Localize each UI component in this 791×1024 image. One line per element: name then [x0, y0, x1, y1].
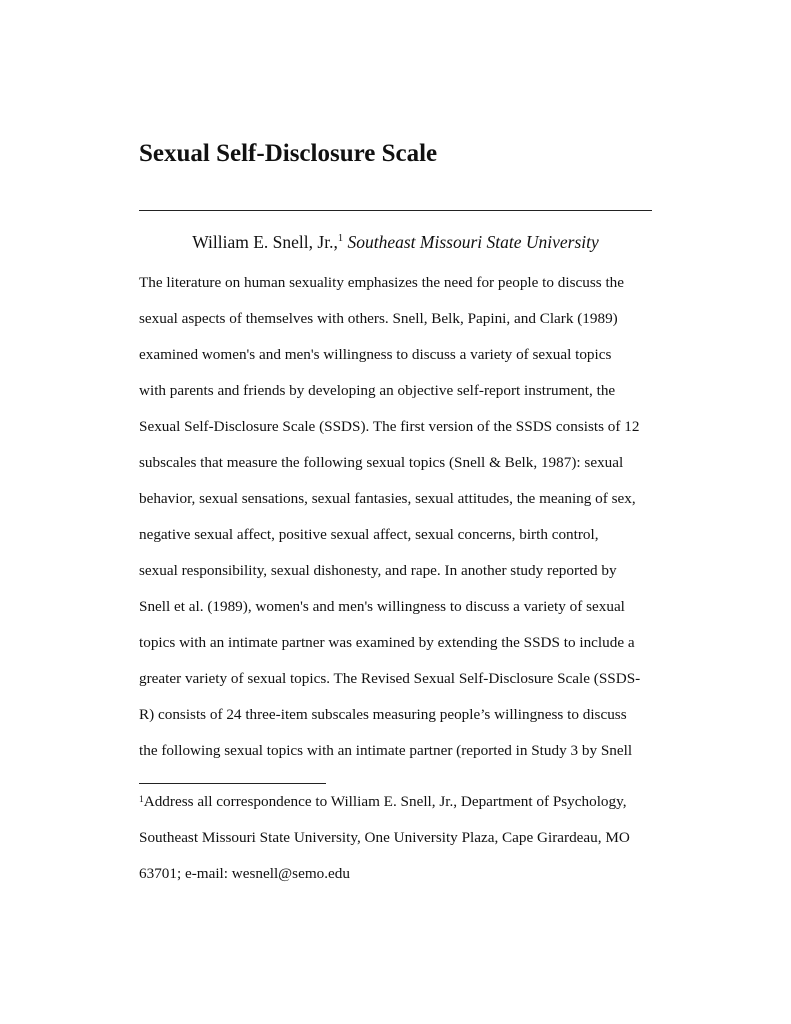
body-line: examined women's and men's willingness to discuss a variety of sexual topics	[139, 346, 612, 363]
body-line: with parents and friends by developing an objective self-report instrument, the	[139, 382, 616, 399]
footnote-line: Southeast Missouri State University, One University Plaza, Cape Girardeau, MO	[139, 829, 630, 846]
body-line: sexual aspects of themselves with others. Snell, Belk, Papini, and Clark (1989)	[139, 310, 618, 327]
body-line: negative sexual affect, positive sexual affect, sexual concerns, birth control,	[139, 526, 599, 543]
body-line: Snell et al. (1989), women's and men's willingness to discuss a variety of sexual	[139, 598, 625, 615]
footnote-line	[139, 787, 659, 823]
byline	[0, 228, 791, 256]
author-affiliation: Southeast Missouri State University	[347, 232, 599, 252]
body-paragraph	[139, 268, 659, 772]
body-line: the following sexual topics with an intimate partner (reported in Study 3 by Snell	[139, 742, 633, 759]
footnote-separator	[139, 783, 326, 784]
author-footnote-marker: 1	[337, 233, 344, 245]
footnote-marker: 1	[139, 795, 144, 805]
author-name: William E. Snell, Jr.,	[192, 232, 338, 252]
document-title: Sexual Self-Disclosure Scale	[139, 140, 438, 167]
body-line: R) consists of 24 three-item subscales measuring people’s willingness to discuss	[139, 706, 627, 723]
body-line: sexual responsibility, sexual dishonesty, and rape. In another study reported by	[139, 562, 617, 579]
footnote-text: Address all correspondence to William E. Snell, Jr., Department of Psychology,	[143, 793, 627, 810]
body-line: greater variety of sexual topics. The Revised Sexual Self-Disclosure Scale (SSDS-	[139, 670, 641, 687]
body-line: behavior, sexual sensations, sexual fantasies, sexual attitudes, the meaning of sex,	[139, 490, 636, 507]
footnote	[139, 787, 659, 895]
footnote-line: 63701; e-mail: wesnell@semo.edu	[139, 865, 350, 882]
body-line: topics with an intimate partner was examined by extending the SSDS to include a	[139, 634, 635, 651]
body-line: subscales that measure the following sexual topics (Snell & Belk, 1987): sexual	[139, 454, 624, 471]
title-divider	[139, 210, 652, 211]
body-line: Sexual Self-Disclosure Scale (SSDS). The first version of the SSDS consists of 12	[139, 418, 640, 435]
body-line: The literature on human sexuality emphasizes the need for people to discuss the	[139, 274, 625, 291]
